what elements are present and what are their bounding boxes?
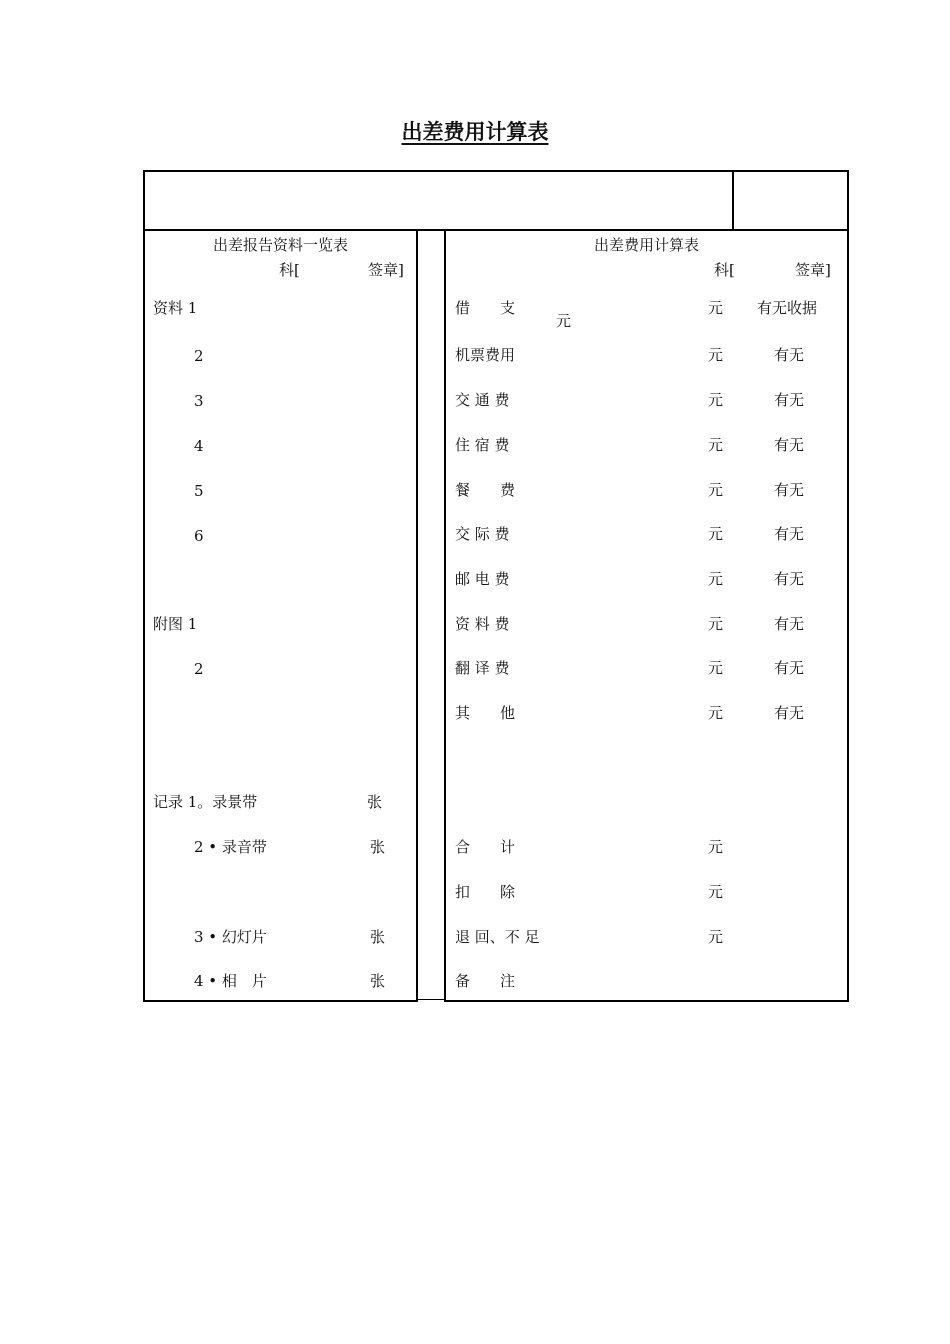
page-title [0, 116, 950, 146]
refund-unit: 元 [708, 928, 724, 946]
expense-receipt: 有无 [774, 615, 805, 633]
record-item-label: 3 • 幻灯片 [194, 928, 267, 946]
deduction-label: 扣 除 [455, 883, 516, 901]
record-item-label: 4 • 相 片 [194, 972, 267, 990]
total-unit: 元 [708, 838, 724, 856]
expense-receipt: 有无 [774, 346, 805, 364]
expense-label: 翻 译 费 [455, 659, 510, 677]
expense-label: 交 际 费 [455, 525, 510, 543]
expense-receipt: 有无 [774, 525, 805, 543]
material-item: 5 [194, 482, 204, 500]
record-item-unit: 张 [367, 793, 383, 811]
expense-label: 资 料 费 [455, 615, 510, 633]
material-item: 2 [194, 347, 204, 365]
advance-unit: 元 [708, 299, 724, 317]
expense-label: 其 他 [455, 704, 516, 722]
gap-bottom-line [416, 999, 446, 1000]
deduction-unit: 元 [708, 883, 724, 901]
refund-label: 退 回、不 足 [455, 928, 540, 946]
right-header: 出差费用计算表 [593, 236, 699, 254]
page-title-text: 出差费用计算表 [401, 119, 549, 144]
expense-receipt: 有无 [774, 436, 805, 454]
left-seal-label: 签章] [368, 261, 404, 279]
expense-unit: 元 [708, 525, 724, 543]
expense-label: 机票费用 [455, 346, 516, 364]
record-item-unit: 张 [370, 838, 386, 856]
left-header: 出差报告资料一览表 [212, 236, 348, 254]
figure-item: 附图 1 [153, 615, 198, 633]
record-item-label: 记录 1。录景带 [153, 793, 258, 811]
record-item-unit: 张 [370, 972, 386, 990]
material-item: 4 [194, 437, 204, 455]
expense-unit: 元 [708, 659, 724, 677]
expense-receipt: 有无 [774, 481, 805, 499]
expense-unit: 元 [708, 391, 724, 409]
expense-unit: 元 [708, 346, 724, 364]
advance-label: 借 支 [455, 299, 516, 317]
expense-label: 住 宿 费 [455, 436, 510, 454]
expense-receipt: 有无 [774, 391, 805, 409]
expense-receipt: 有无 [774, 659, 805, 677]
left-dept-label: 科[ [279, 261, 300, 279]
expense-unit: 元 [708, 436, 724, 454]
expense-label: 餐 费 [455, 481, 516, 499]
right-dept-label: 科[ [714, 261, 735, 279]
material-item: 资料 1 [153, 299, 198, 317]
advance-unit-low: 元 [556, 312, 572, 330]
right-seal-label: 签章] [795, 261, 831, 279]
material-item: 3 [194, 392, 204, 410]
expense-unit: 元 [708, 481, 724, 499]
record-item-unit: 张 [370, 928, 386, 946]
remarks-label: 备 注 [455, 972, 516, 990]
expense-label: 交 通 费 [455, 391, 510, 409]
expense-label: 邮 电 费 [455, 570, 510, 588]
expense-unit: 元 [708, 570, 724, 588]
advance-receipt: 有无收据 [757, 299, 818, 317]
expense-unit: 元 [708, 704, 724, 722]
total-label: 合 计 [455, 838, 516, 856]
top-right-cell [732, 170, 849, 231]
material-item: 6 [194, 527, 204, 545]
expense-unit: 元 [708, 615, 724, 633]
figure-item: 2 [194, 660, 204, 678]
expense-receipt: 有无 [774, 570, 805, 588]
record-item-label: 2 • 录音带 [194, 838, 267, 856]
expense-receipt: 有无 [774, 704, 805, 722]
